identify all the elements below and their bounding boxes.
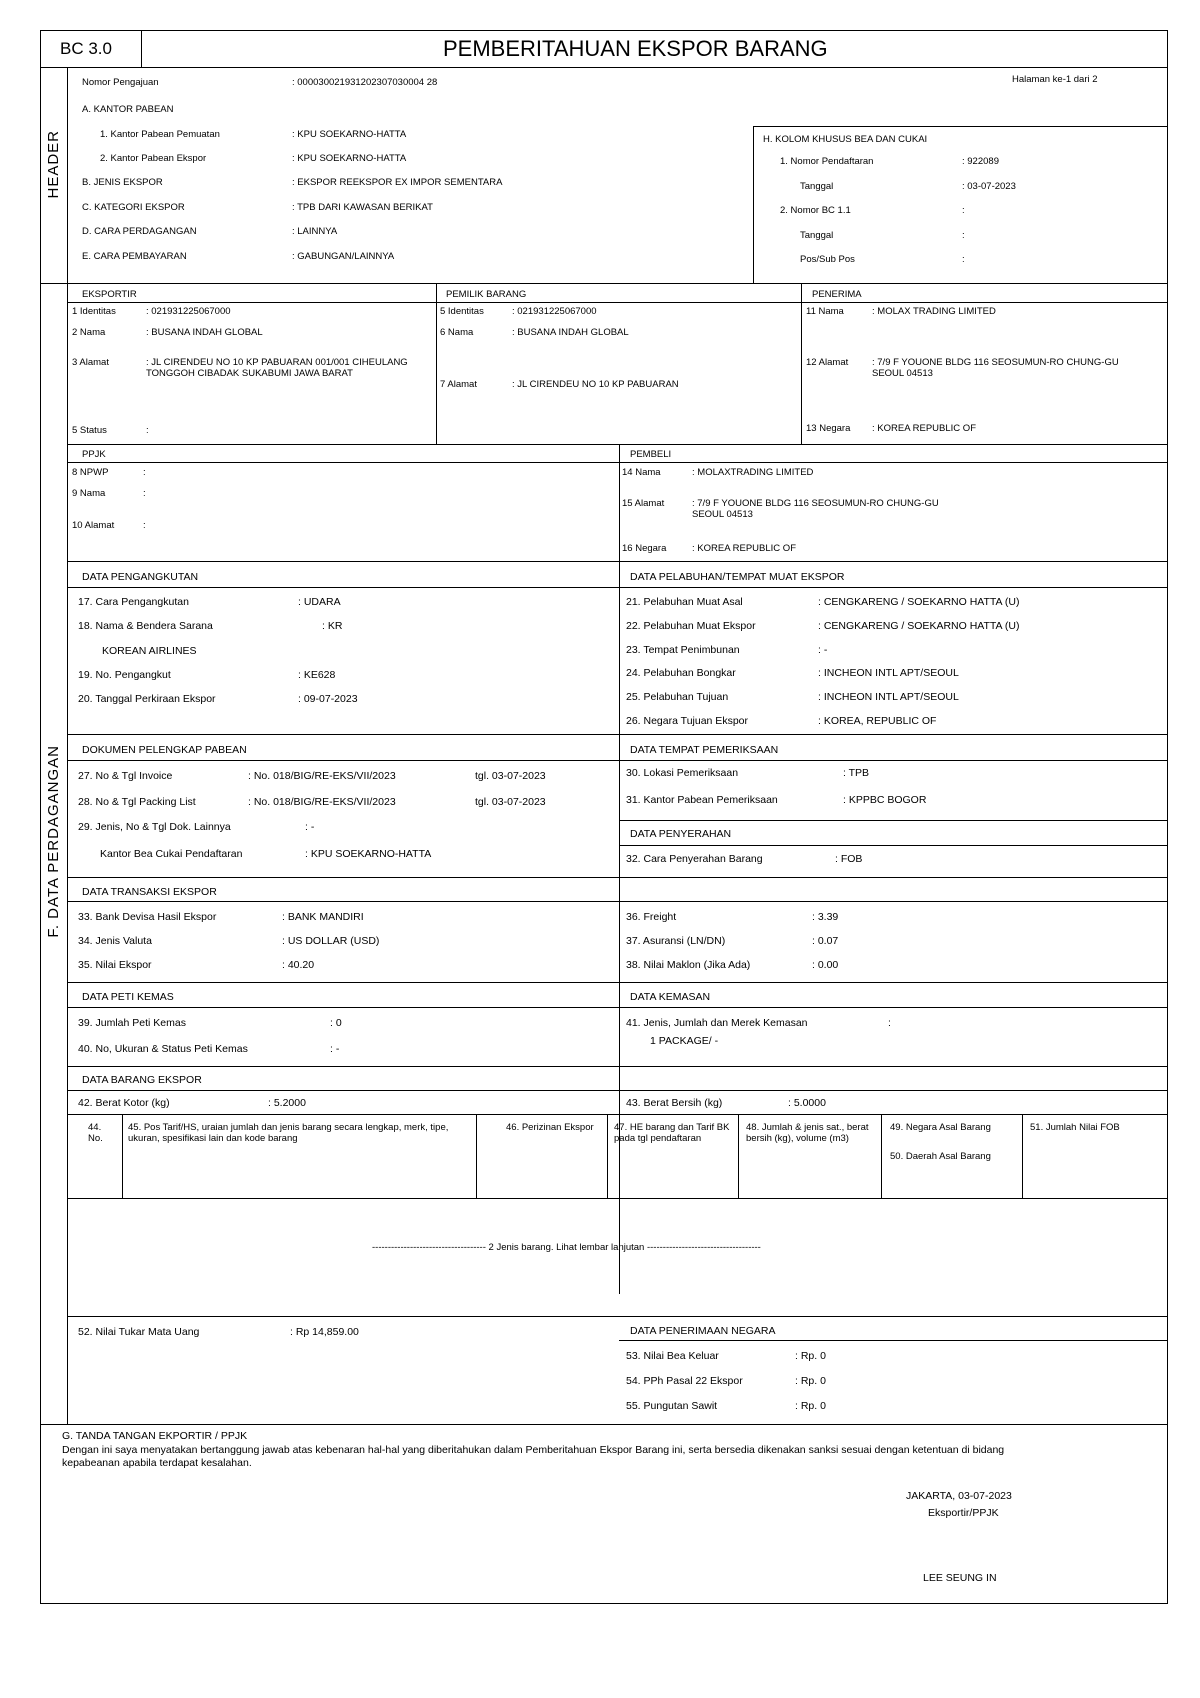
kemasan-title: DATA KEMASAN	[630, 991, 711, 1003]
pembeli-negara-value: : KOREA REPUBLIC OF	[692, 543, 796, 554]
bongkar-label: 24. Pelabuhan Bongkar	[626, 667, 736, 679]
parties-divider-2	[801, 284, 802, 445]
kurs-top	[68, 1316, 1168, 1317]
kemasan-value: :	[888, 1017, 891, 1029]
periksa-title: DATA TEMPAT PEMERIKSAAN	[630, 744, 779, 756]
pemilik-nama-label: 6 Nama	[440, 327, 474, 338]
kantor-pabean-label: A. KANTOR PABEAN	[82, 104, 174, 115]
penerimaan-title: DATA PENERIMAAN NEGARA	[630, 1325, 776, 1337]
sawit-value: : Rp. 0	[795, 1400, 826, 1412]
pph-value: : Rp. 0	[795, 1375, 826, 1387]
kantor-daftar-value: : KPU SOEKARNO-HATTA	[305, 848, 432, 860]
penyerahan-title-line	[619, 845, 1168, 846]
kantor-ekspor-value: : KPU SOEKARNO-HATTA	[292, 153, 407, 164]
valuta-label: 34. Jenis Valuta	[78, 935, 152, 947]
tujuan-label: 25. Pelabuhan Tujuan	[626, 691, 729, 703]
header-bottom	[68, 283, 1168, 284]
form-code: BC 3.0	[60, 39, 112, 58]
data-side-label: F. DATA PERDAGANGAN	[45, 745, 62, 938]
maklon-value: : 0.00	[812, 959, 839, 971]
negara-tujuan-label: 26. Negara Tujuan Ekspor	[626, 715, 748, 727]
jumlah-peti-label: 39. Jumlah Peti Kemas	[78, 1017, 186, 1029]
muat-asal-value: : CENGKARENG / SOEKARNO HATTA (U)	[818, 596, 1020, 608]
cara-dagang-value: : LAINNYA	[292, 226, 338, 237]
col-perizinan-header: 46. Perizinan Ekspor	[506, 1122, 594, 1133]
berat-bersih-value: : 5.0000	[788, 1097, 826, 1109]
pph-label: 54. PPh Pasal 22 Ekspor	[626, 1375, 743, 1387]
eksportir-alamat-value: : JL CIRENDEU NO 10 KP PABUARAN 001/001 CIHEULANG TONGGOH CIBADAK SUKABUMI JAWA BARAT	[146, 357, 408, 379]
kantor-ekspor-label: 2. Kantor Pabean Ekspor	[100, 153, 207, 164]
ppjk-npwp-value: :	[143, 467, 146, 478]
dok-lain-label: 29. Jenis, No & Tgl Dok. Lainnya	[78, 821, 231, 833]
penerima-nama-value: : MOLAX TRADING LIMITED	[872, 306, 996, 317]
ppjk-title-line	[68, 462, 1168, 463]
dok-lain-value: : -	[305, 821, 315, 833]
penyerahan-top	[619, 820, 1168, 821]
barang-title-line	[68, 1090, 1168, 1091]
signatory-name: LEE SEUNG IN	[923, 1572, 997, 1584]
col-no-header: 44. No.	[88, 1122, 103, 1144]
penerima-alamat-label: 12 Alamat	[806, 357, 849, 368]
col-uraian-header: 45. Pos Tarif/HS, uraian jumlah dan jenis barang secara lengkap, merk, tipe, ukuran, spesifikasi lain dan kode barang	[128, 1122, 449, 1144]
cara-angkut-value: : UDARA	[298, 596, 341, 608]
serah-title: DATA PENYERAHAN	[630, 828, 732, 840]
signature-top	[40, 1424, 1168, 1425]
jenis-ekspor-value: : EKSPOR REEKSPOR EX IMPOR SEMENTARA	[292, 177, 503, 188]
bea-keluar-value: : Rp. 0	[795, 1350, 826, 1362]
pelabuhan-title: DATA PELABUHAN/TEMPAT MUAT EKSPOR	[630, 571, 845, 583]
freight-value: : 3.39	[812, 911, 839, 923]
peti-title: DATA PETI KEMAS	[82, 991, 174, 1003]
muat-ekspor-value: : CENGKARENG / SOEKARNO HATTA (U)	[818, 620, 1020, 632]
nomor-pengajuan-value: : 000030021931202307030004 28	[292, 77, 438, 88]
col-div-2	[476, 1114, 477, 1199]
penimbunan-value: : -	[818, 644, 828, 656]
kantor-muat-value: : KPU SOEKARNO-HATTA	[292, 129, 407, 140]
kantor-periksa-label: 31. Kantor Pabean Pemeriksaan	[626, 794, 778, 806]
col-div-1	[122, 1114, 123, 1199]
eksportir-alamat-label: 3 Alamat	[72, 357, 109, 368]
ppjk-alamat-label: 10 Alamat	[72, 520, 115, 531]
tanggal-daftar-value: : 03-07-2023	[962, 181, 1016, 192]
bongkar-value: : INCHEON INTL APT/SEOUL	[818, 667, 959, 679]
penimbunan-label: 23. Tempat Penimbunan	[626, 644, 740, 656]
col-div-4	[738, 1114, 739, 1199]
pemilik-title: PEMILIK BARANG	[446, 289, 527, 300]
header-side-label: HEADER	[45, 130, 62, 199]
penerima-negara-value: : KOREA REPUBLIC OF	[872, 423, 976, 434]
col-div-6	[1022, 1114, 1023, 1199]
ppjk-nama-value: :	[143, 488, 146, 499]
cara-bayar-value: : GABUNGAN/LAINNYA	[292, 251, 395, 262]
tgl-ekspor-label: 20. Tanggal Perkiraan Ekspor	[78, 693, 216, 705]
transaksi-title-line	[68, 901, 1168, 902]
declaration-text: Dengan ini saya menyatakan bertanggung jawab atas kebenaran hal-hal yang diberitahukan dalam Pemberitahuan Ekspor Barang ini, serta bersedia dikenakan sanksi sesuai dengan ketentuan di bidang kepabeanan apabila terdapat kesalahan.	[62, 1444, 1005, 1469]
lokasi-periksa-label: 30. Lokasi Pemeriksaan	[626, 767, 739, 779]
col-negara-header: 49. Negara Asal Barang	[890, 1122, 991, 1133]
nomor-pengajuan-label: Nomor Pengajuan	[82, 77, 159, 88]
cara-bayar-label: E. CARA PEMBAYARAN	[82, 251, 187, 262]
sarana-label: 18. Nama & Bendera Sarana	[78, 620, 213, 632]
form-title: PEMBERITAHUAN EKSPOR BARANG	[443, 36, 828, 61]
col-he-header: 47. HE barang dan Tarif BK pada tgl pendaftaran	[614, 1122, 730, 1144]
berat-line	[68, 1114, 1168, 1115]
ppjk-nama-label: 9 Nama	[72, 488, 106, 499]
penerima-alamat-value: : 7/9 F YOUONE BLDG 116 SEOSUMUN-RO CHUNG-GU SEOUL 04513	[872, 357, 1119, 379]
pemilik-alamat-value: : JL CIRENDEU NO 10 KP PABUARAN	[512, 379, 679, 390]
kemasan-detail: 1 PACKAGE/ -	[650, 1035, 719, 1047]
pemilik-nama-value: : BUSANA INDAH GLOBAL	[512, 327, 629, 338]
invoice-date: tgl. 03-07-2023	[475, 770, 546, 782]
eksportir-nama-value: : BUSANA INDAH GLOBAL	[146, 327, 263, 338]
cara-serah-value: : FOB	[835, 853, 863, 865]
valuta-value: : US DOLLAR (USD)	[282, 935, 380, 947]
asuransi-label: 37. Asuransi (LN/DN)	[626, 935, 726, 947]
asuransi-value: : 0.07	[812, 935, 839, 947]
bea-cukai-title: H. KOLOM KHUSUS BEA DAN CUKAI	[763, 134, 928, 145]
pemilik-identitas-value: : 021931225067000	[512, 306, 597, 317]
col-jumlah-header: 48. Jumlah & jenis sat., berat bersih (kg), volume (m3)	[746, 1122, 869, 1144]
sawit-label: 55. Pungutan Sawit	[626, 1400, 718, 1412]
eksportir-status-value: :	[146, 425, 149, 436]
penerima-nama-label: 11 Nama	[806, 306, 844, 317]
ppjk-alamat-value: :	[143, 520, 146, 531]
pembeli-nama-value: : MOLAXTRADING LIMITED	[692, 467, 814, 478]
pemilik-alamat-label: 7 Alamat	[440, 379, 477, 390]
peti-bottom	[68, 1066, 1168, 1067]
eksportir-status-label: 5 Status	[72, 425, 107, 436]
pembeli-alamat-value: : 7/9 F YOUONE BLDG 116 SEOSUMUN-RO CHUNG-GU SEOUL 04513	[692, 498, 939, 520]
signature-role: Eksportir/PPJK	[928, 1507, 999, 1519]
ppjk-npwp-label: 8 NPWP	[72, 467, 109, 478]
invoice-value: : No. 018/BIG/RE-EKS/VII/2023	[248, 770, 396, 782]
eksportir-identitas-value: : 021931225067000	[146, 306, 231, 317]
bank-label: 33. Bank Devisa Hasil Ekspor	[78, 911, 217, 923]
eksportir-nama-label: 2 Nama	[72, 327, 106, 338]
angkut-title: DATA PENGANGKUTAN	[82, 571, 199, 583]
kantor-daftar-label: Kantor Bea Cukai Pendaftaran	[100, 848, 243, 860]
tanggal-bc11-value: :	[962, 230, 965, 241]
page-indicator: Halaman ke-1 dari 2	[1012, 74, 1098, 85]
tujuan-value: : INCHEON INTL APT/SEOUL	[818, 691, 959, 703]
berat-bersih-label: 43. Berat Bersih (kg)	[626, 1097, 723, 1109]
nomor-daftar-value: : 922089	[962, 156, 999, 167]
col-fob-header: 51. Jumlah Nilai FOB	[1030, 1122, 1120, 1133]
kantor-muat-label: 1. Kantor Pabean Pemuatan	[100, 129, 220, 140]
signature-place-date: JAKARTA, 03-07-2023	[906, 1490, 1012, 1502]
kemasan-label: 41. Jenis, Jumlah dan Merek Kemasan	[626, 1017, 808, 1029]
col-div-5	[881, 1114, 882, 1199]
muat-asal-label: 21. Pelabuhan Muat Asal	[626, 596, 743, 608]
transaksi-bottom	[68, 982, 1168, 983]
sarana-value: : KR	[322, 620, 343, 632]
angkut-title-line	[68, 587, 1168, 588]
ppjk-title: PPJK	[82, 449, 106, 460]
col-daerah-header: 50. Daerah Asal Barang	[890, 1151, 991, 1162]
nomor-bc11-value: :	[962, 205, 965, 216]
nilai-ekspor-label: 35. Nilai Ekspor	[78, 959, 152, 971]
ppjk-bottom	[68, 561, 1168, 562]
pos-label: Pos/Sub Pos	[800, 254, 855, 265]
negara-tujuan-value: : KOREA, REPUBLIC OF	[818, 715, 937, 727]
penerima-negara-label: 13 Negara	[806, 423, 851, 434]
kategori-ekspor-label: C. KATEGORI EKSPOR	[82, 202, 185, 213]
dokumen-title-line	[68, 760, 1168, 761]
parties-divider-1	[436, 284, 437, 445]
packing-value: : No. 018/BIG/RE-EKS/VII/2023	[248, 796, 396, 808]
eksportir-title: EKSPORTIR	[82, 289, 137, 300]
nilai-ekspor-value: : 40.20	[282, 959, 315, 971]
tanggal-bc11-label: Tanggal	[800, 230, 834, 241]
header-side-divider	[40, 283, 68, 284]
berat-kotor-value: : 5.2000	[268, 1097, 306, 1109]
mid-divider	[619, 444, 620, 1294]
kantor-periksa-value: : KPPBC BOGOR	[843, 794, 927, 806]
kategori-ekspor-value: : TPB DARI KAWASAN BERIKAT	[292, 202, 433, 213]
transaksi-title: DATA TRANSAKSI EKSPOR	[82, 886, 217, 898]
no-angkut-label: 19. No. Pengangkut	[78, 669, 171, 681]
kurs-value: : Rp 14,859.00	[290, 1326, 359, 1338]
pemilik-identitas-label: 5 Identitas	[440, 306, 484, 317]
pos-value: :	[962, 254, 965, 265]
no-angkut-value: : KE628	[298, 669, 336, 681]
item-header-bottom	[68, 1198, 1168, 1199]
peti-title-line	[68, 1007, 1168, 1008]
cara-dagang-label: D. CARA PERDAGANGAN	[82, 226, 197, 237]
bank-value: : BANK MANDIRI	[282, 911, 364, 923]
penerima-title: PENERIMA	[812, 289, 862, 300]
signature-title: G. TANDA TANGAN EKPORTIR / PPJK	[62, 1430, 248, 1442]
freight-label: 36. Freight	[626, 911, 677, 923]
pembeli-alamat-label: 15 Alamat	[622, 498, 665, 509]
parties-title-line	[68, 302, 1168, 303]
sarana-nama: KOREAN AIRLINES	[102, 645, 197, 657]
barang-title: DATA BARANG EKSPOR	[82, 1074, 202, 1086]
berat-kotor-label: 42. Berat Kotor (kg)	[78, 1097, 170, 1109]
pembeli-title: PEMBELI	[630, 449, 672, 460]
maklon-label: 38. Nilai Maklon (Jika Ada)	[626, 959, 751, 971]
packing-label: 28. No & Tgl Packing List	[78, 796, 196, 808]
nomor-daftar-label: 1. Nomor Pendaftaran	[780, 156, 874, 167]
no-peti-value: : -	[330, 1043, 340, 1055]
eksportir-identitas-label: 1 Identitas	[72, 306, 116, 317]
jumlah-peti-value: : 0	[330, 1017, 342, 1029]
dokumen-bottom	[68, 877, 1168, 878]
penerimaan-title-line	[619, 1340, 1168, 1341]
packing-date: tgl. 03-07-2023	[475, 796, 546, 808]
angkut-bottom	[68, 734, 1168, 735]
tanggal-daftar-label: Tanggal	[800, 181, 834, 192]
muat-ekspor-label: 22. Pelabuhan Muat Ekspor	[626, 620, 756, 632]
invoice-label: 27. No & Tgl Invoice	[78, 770, 173, 782]
tgl-ekspor-value: : 09-07-2023	[298, 693, 358, 705]
nomor-bc11-label: 2. Nomor BC 1.1	[780, 205, 851, 216]
pembeli-nama-label: 14 Nama	[622, 467, 661, 478]
parties-bottom	[68, 444, 1168, 445]
col-div-3	[607, 1114, 608, 1199]
cara-angkut-label: 17. Cara Pengangkutan	[78, 596, 189, 608]
jenis-ekspor-label: B. JENIS EKSPOR	[82, 177, 163, 188]
continuation-note: ------------------------------------ 2 Jenis barang. Lihat lembar lanjutan ------------------------------------	[372, 1242, 761, 1253]
dokumen-title: DOKUMEN PELENGKAP PABEAN	[82, 744, 247, 756]
kurs-label: 52. Nilai Tukar Mata Uang	[78, 1326, 200, 1338]
pembeli-negara-label: 16 Negara	[622, 543, 667, 554]
lokasi-periksa-value: : TPB	[843, 767, 870, 779]
cara-serah-label: 32. Cara Penyerahan Barang	[626, 853, 763, 865]
bea-keluar-label: 53. Nilai Bea Keluar	[626, 1350, 719, 1362]
no-peti-label: 40. No, Ukuran & Status Peti Kemas	[78, 1043, 248, 1055]
